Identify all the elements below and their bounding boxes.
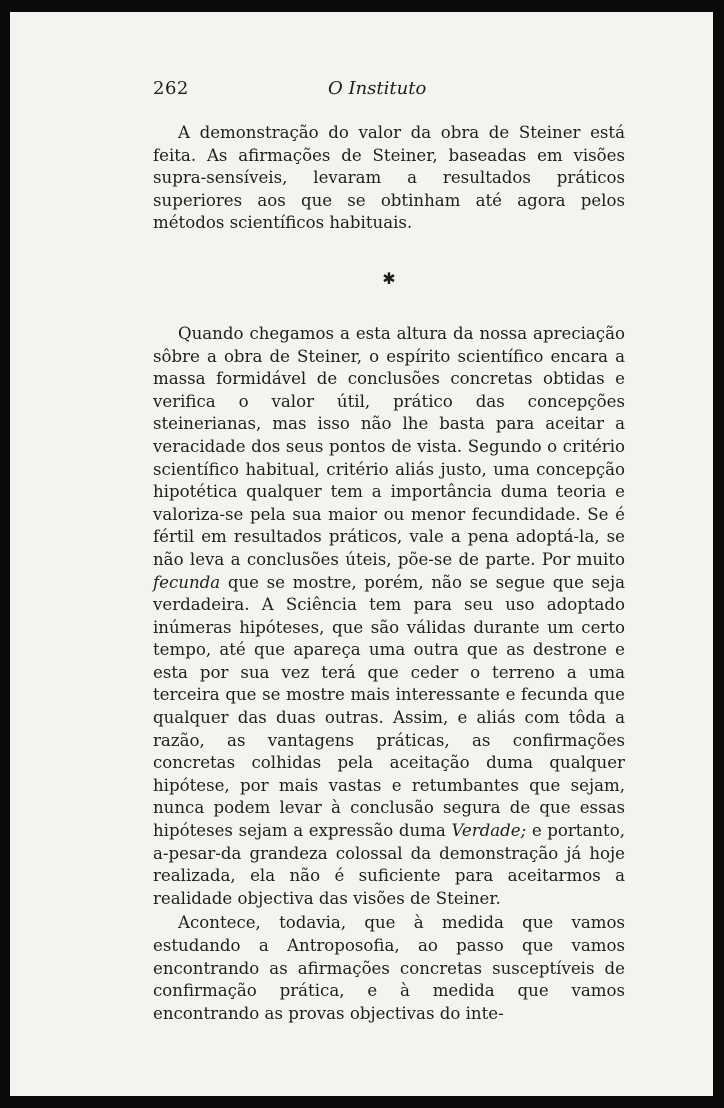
running-head <box>153 78 583 102</box>
book-page <box>10 12 713 1096</box>
body-text <box>153 122 625 1025</box>
paragraph-2-part-a: Quando chegamos a esta altura da nossa apreciação sôbre a obra de Steiner, o espírito scientífico encara a massa formidável de conclusões concretas obtidas e verifica o valor útil, prático das concepções steinerianas, mas isso não lhe basta para aceitar a veracidade dos seus pontos de vista. Segundo o critério scientífico habitual, critério aliás justo, uma concepção hipotética qualquer tem a importância duma teoria e valoriza-se pela sua maior ou menor fecundidade. Se é fértil em resultados práticos, vale a pena adoptá-la, se não leva a conclusões úteis, põe-se de parte. Por muito <box>153 323 625 569</box>
section-ornament-asterisk: ✱ <box>382 268 396 288</box>
page-number: 262 <box>153 78 189 99</box>
paragraph-3: Acontece, todavia, que à medida que vamos estudando a Antroposofia, ao passo que vamos encontrando as afirmações concretas susceptíveis de confirmação prática, e à medida que vamos encontrando as provas objectivas do inte- <box>153 913 625 1023</box>
paragraph-2-part-b: que se mostre, porém, não se segue que seja verdadeira. A Sciência tem para seu uso adoptado inúmeras hipóteses, que são válidas durante um certo tempo, até que apareça uma outra que as destrone e esta por sua vez terá que ceder o terreno a uma terceira que se mostre mais interessante e fecunda que qualquer das duas outras. Assim, e aliás com tôda a razão, as vantagens práticas, as confirmações concretas colhidas pela aceitação duma qualquer hipótese, por mais vastas e retumbantes que sejam, nunca podem levar à conclusão segura de que essas hipóteses sejam a expressão duma <box>153 572 625 841</box>
running-title: O Instituto <box>328 78 427 99</box>
paragraph-1: A demonstração do valor da obra de Steiner está feita. As afirmações de Steiner, baseadas em visões supra-sensíveis, levaram a resultados práticos superiores aos que se obtinham até agora pelos métodos scientíficos habituais. <box>153 123 625 233</box>
italic-fecunda: fecunda <box>153 572 221 592</box>
paragraph-2-part-c: e portanto, a-pesar-da grandeza colossal da demonstração já hoje realizada, ela não é suficiente para aceitarmos a realidade objectiva das visões de Steiner. <box>153 821 625 908</box>
italic-verdade: Verdade; <box>451 821 527 841</box>
paragraph-2 <box>153 323 625 910</box>
